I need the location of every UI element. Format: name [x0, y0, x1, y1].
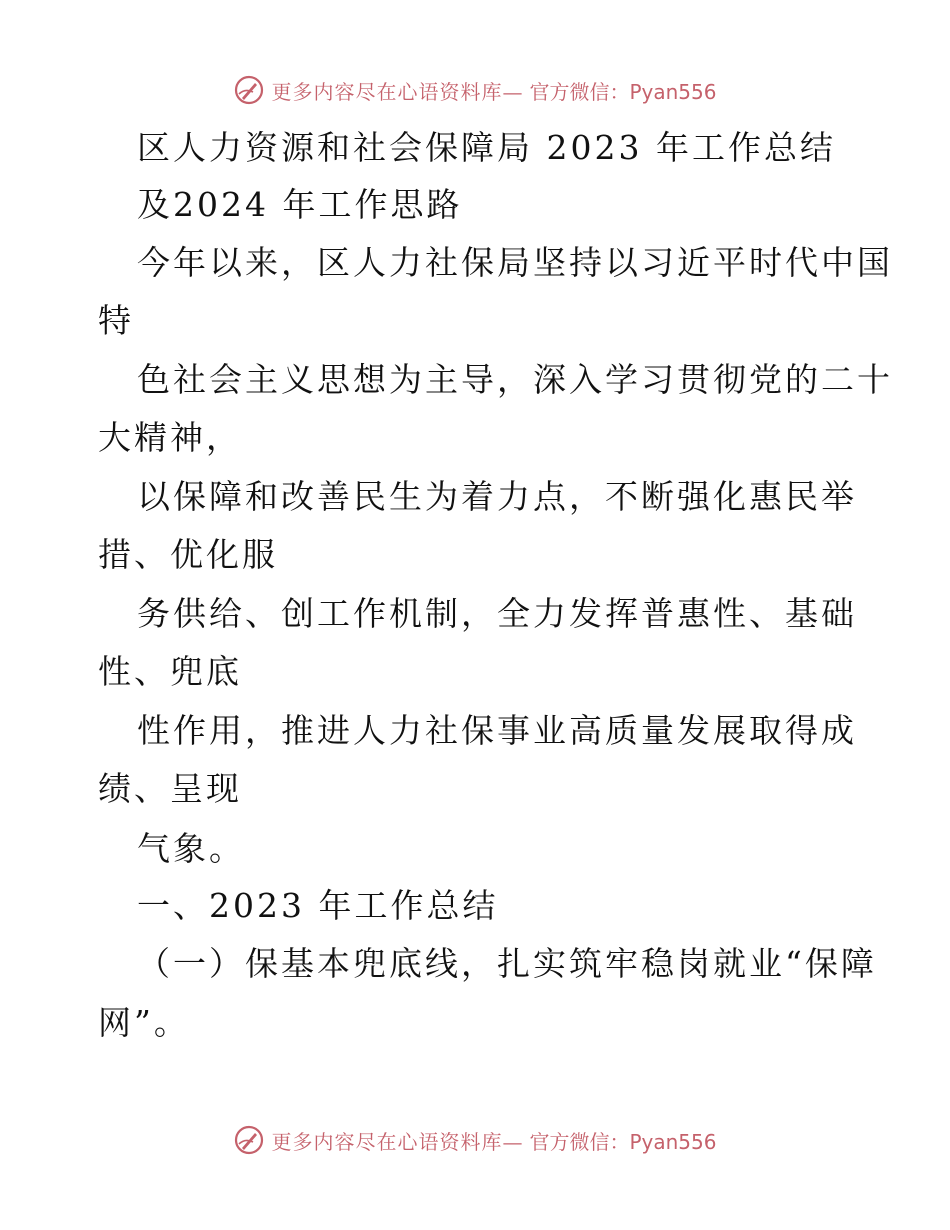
paragraph-line: 务供给、创工作机制，全力发挥普惠性、基础: [137, 594, 857, 633]
quill-pen-logo-icon: [233, 1124, 265, 1156]
header-watermark: [0, 72, 950, 108]
section-heading: 一、2023 年工作总结: [137, 886, 499, 925]
paragraph-line: 今年以来，区人力社保局坚持以习近平时代中国: [137, 243, 893, 282]
paragraph-line: 大精神，: [98, 418, 242, 457]
paragraph-line: 性、兜底: [98, 652, 242, 691]
quill-pen-logo-icon: [233, 74, 265, 106]
watermark-wechat-text: 官方微信：Pyan556: [529, 1129, 717, 1154]
paragraph-line: 色社会主义思想为主导，深入学习贯彻党的二十: [137, 360, 893, 399]
subsection-heading-continued: 网”。: [98, 1003, 190, 1042]
watermark-site-text: 更多内容尽在心语资料库—: [271, 1129, 524, 1154]
document-title-line-1: 区人力资源和社会保障局 2023 年工作总结: [137, 128, 836, 167]
footer-watermark: [0, 1122, 950, 1158]
document-title-line-2: 及2024 年工作思路: [137, 185, 463, 224]
watermark-wechat-text: 官方微信：Pyan556: [529, 79, 717, 104]
paragraph-line: 特: [98, 301, 134, 340]
paragraph-line: 性作用，推进人力社保事业高质量发展取得成: [137, 711, 857, 750]
paragraph-line: 以保障和改善民生为着力点，不断强化惠民举: [137, 477, 857, 516]
watermark-site-text: 更多内容尽在心语资料库—: [271, 79, 524, 104]
subsection-heading: （一）保基本兜底线，扎实筑牢稳岗就业“保障: [137, 944, 877, 983]
paragraph-line: 气象。: [137, 829, 245, 868]
paragraph-line: 措、优化服: [98, 535, 278, 574]
paragraph-line: 绩、呈现: [98, 769, 242, 808]
